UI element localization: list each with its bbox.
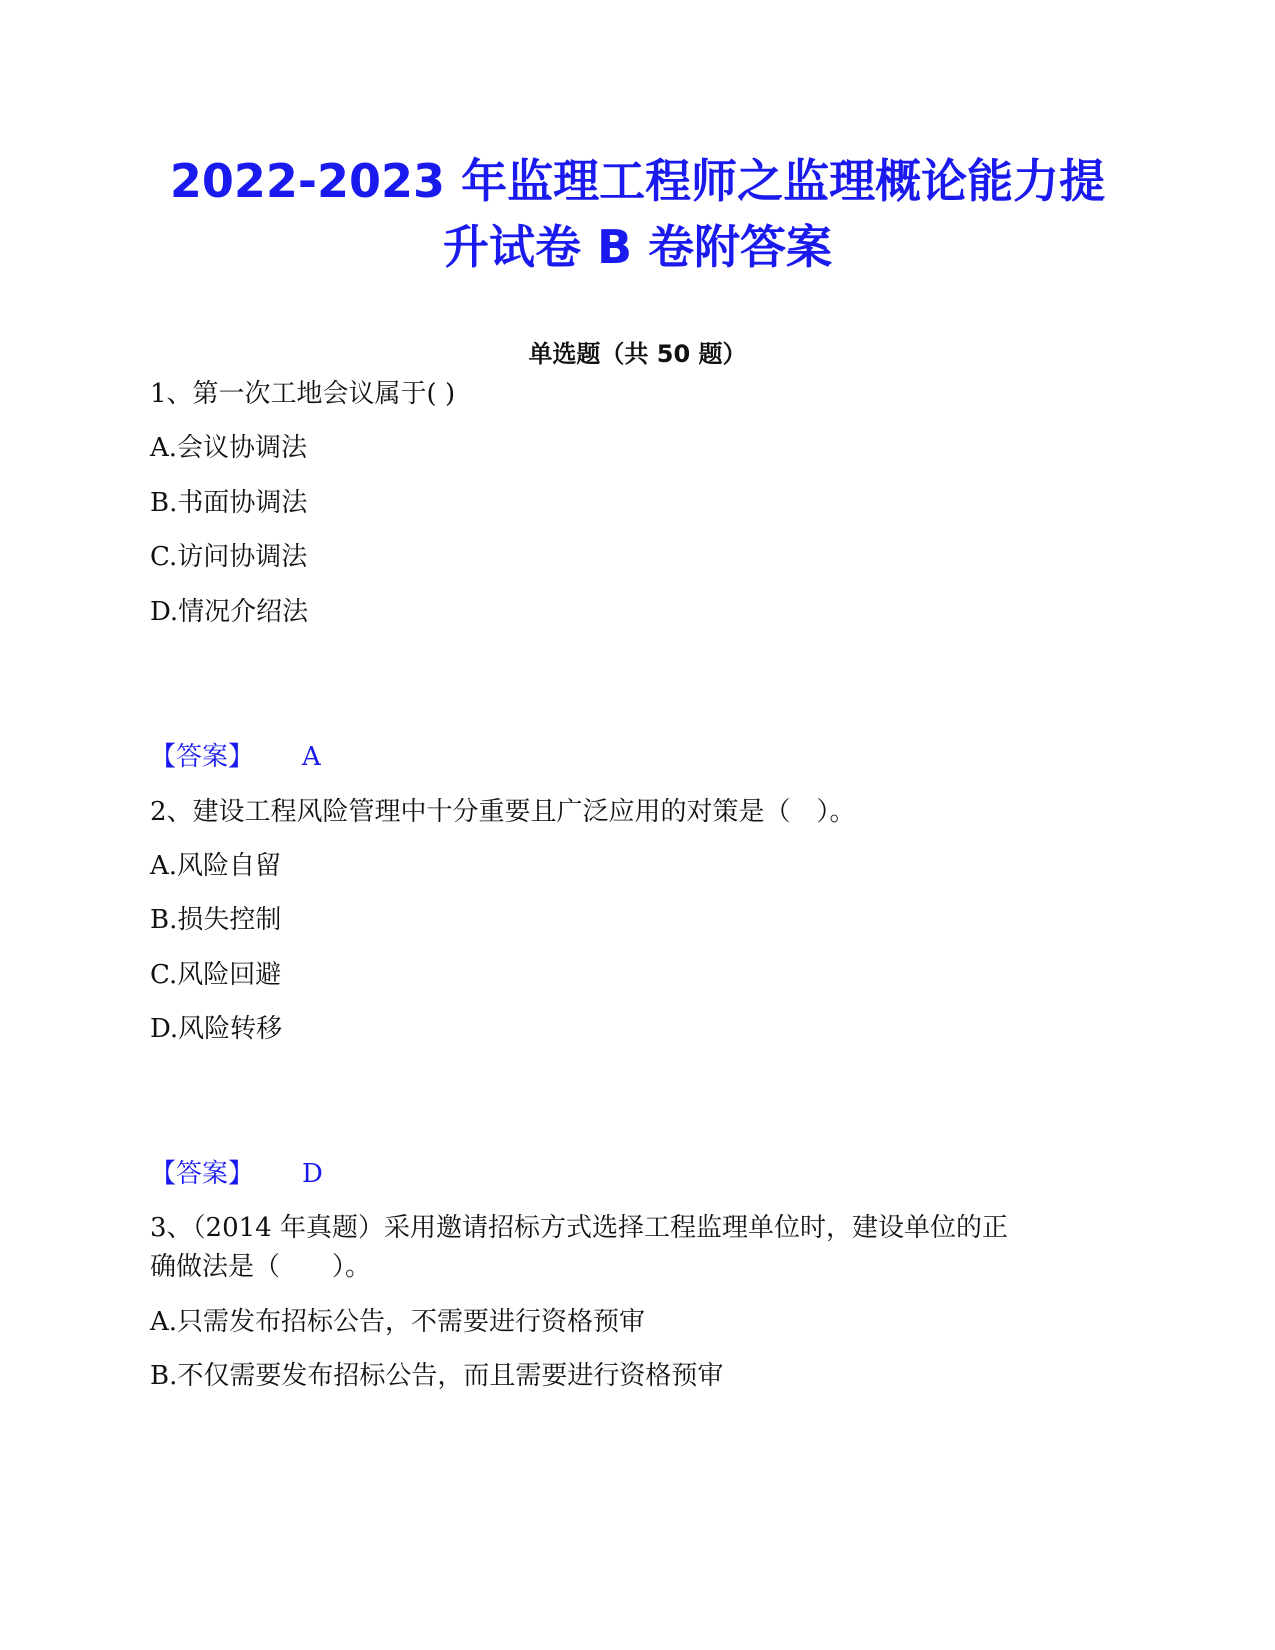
question-2-option-a: A.风险自留 (150, 851, 282, 881)
document-title (140, 148, 1135, 280)
question-3-option-b: B.不仅需要发布招标公告，而且需要进行资格预审 (150, 1361, 724, 1391)
question-3-stem-line-2: 确做法是（ ）。 (150, 1252, 372, 1282)
question-1-answer (150, 737, 1110, 777)
answer-value: A (302, 742, 321, 772)
question-3-stem-line-1: 3、（2014 年真题）采用邀请招标方式选择工程监理单位时，建设单位的正 (150, 1213, 1008, 1243)
question-2-option-c: C.风险回避 (150, 960, 282, 990)
question-2-option-b: B.损失控制 (150, 905, 282, 935)
answer-label: 【答案】 (150, 1159, 255, 1189)
question-1-option-a: A.会议协调法 (150, 433, 308, 463)
question-2-answer (150, 1154, 1110, 1194)
document-title-line-1: 2022-2023 年监理工程师之监理概论能力提 (169, 154, 1106, 208)
answer-label: 【答案】 (150, 742, 255, 772)
question-1-option-d: D.情况介绍法 (150, 597, 309, 627)
answer-value: D (302, 1159, 323, 1189)
question-1-stem: 1、第一次工地会议属于( ) (150, 379, 456, 409)
section-heading: 单选题（共 50 题） (528, 340, 747, 368)
question-1-option-c: C.访问协调法 (150, 542, 308, 572)
question-2-option-d: D.风险转移 (150, 1014, 283, 1044)
question-1-option-b: B.书面协调法 (150, 488, 308, 518)
document-title-line-2: 升试卷 B 卷附答案 (442, 220, 833, 274)
question-3-option-a: A.只需发布招标公告，不需要进行资格预审 (150, 1307, 646, 1337)
question-2-stem: 2、建设工程风险管理中十分重要且广泛应用的对策是（ ）。 (150, 797, 856, 827)
